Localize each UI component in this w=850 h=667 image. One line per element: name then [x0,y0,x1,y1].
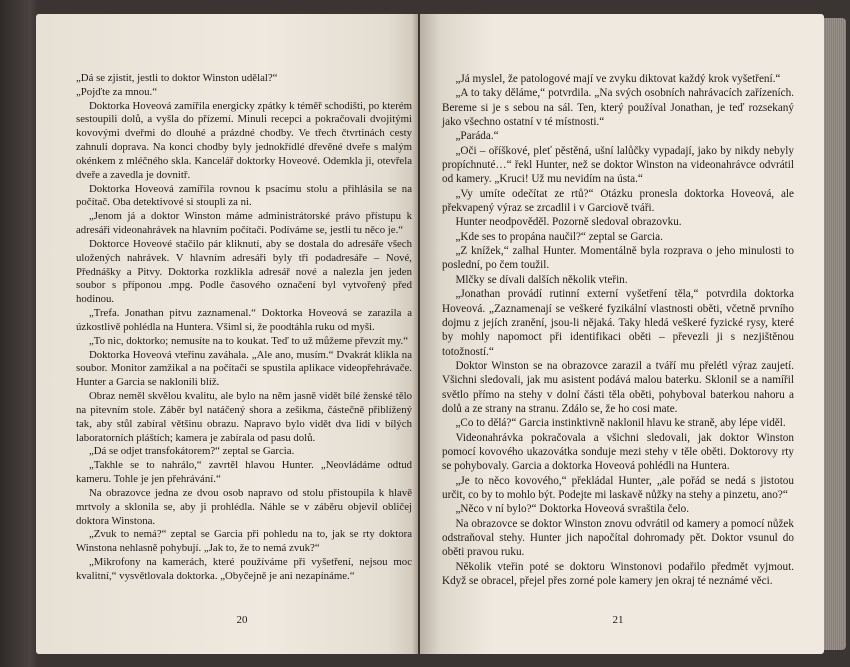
paragraph: „A to taky děláme,“ potvrdila. „Na svých osobních nahrávacích zařízeních. Bereme si je s sebou na sál. Ten, který používal Jonathan, je teď rozsekaný jako všechno ostatní v té místnosti.“ [442,87,794,129]
paragraph: Doktor Winston se na obrazovce zarazil a tváří mu přelétl výraz zaujetí. Všichni sledovali, jak mu asistent podává malou baterku. Sklonil se a namířil světlo přímo na stehy v dolní části těla oběti, pohyboval baterkou nahoru a dolů a ze strany na stranu. Zdálo se, že ho cosi mate. [442,359,794,415]
paragraph: Na obrazovce se doktor Winston znovu odvrátil od kamery a pomocí nůžek odstraňoval stehy. Hunter jich napočítal dohromady pět. Doktor vsunul do oběti pravou ruku. [442,517,794,559]
paragraph: „Já myslel, že patologové mají ve zvyku diktovat každý krok vyšetření.“ [455,73,781,85]
paragraph: Doktorka Hoveová vteřinu zaváhala. „Ale ano, musím.“ Dvakrát klikla na soubor. Monitor zamžikal a na počítači se spustila aplikace videopřehrávače. Hunter a Garcia se naklonili blíž. [76,348,412,389]
paragraph: „Trefa. Jonathan pitvu zaznamenal.“ Doktorka Hoveová se zarazila a úzkostlivě pohlédla na Huntera. Všiml si, že poodtáhla ruku od myši. [76,307,412,333]
right-page-text [442,72,794,588]
paragraph: „Vy umíte odečítat ze rtů?“ Otázku pronesla doktorka Hoveová, ale překvapený výraz se zrcadlil i v Garciově tváři. [442,187,794,215]
paragraph: „Pojďte za mnou.“ [76,85,158,98]
paragraph: Na obrazovce jedna ze dvou osob napravo od stolu přistoupila k hlavě mrtvoly a sklonila se, aby ji prohlédla. Náhle se v záběru objevil obličej doktora Winstona. [76,486,412,527]
paragraph: „Co to dělá?“ Garcia instinktivně naklonil hlavu ke straně, aby lépe viděl. [455,417,786,430]
paragraph: „Zvuk to nemá?“ zeptal se Garcia při pohledu na to, jak se rty doktora Winstona nehlasně pohybují. „Jak to, že to nemá zvuk?“ [76,528,412,555]
paragraph: Mlčky se dívali dalších několik vteřin. [455,273,628,286]
right-page-number: 21 [612,614,624,626]
paragraph: „Jonathan provádí rutinní externí vyšetření těla,“ potvrdila doktorka Hoveová. „Zaznamenají se veškeré fyzikální vlastnosti oběti, včetně prvního dojmu z jejích zranění, jsou-li nějaká. Taky hledá veškeré fyzické rysy, které by mohly napomoct při identifikaci oběti – převezli ji s nezjištěnou totožností.“ [442,288,794,358]
page-edges [824,18,846,650]
paragraph: Několik vteřin poté se doktoru Winstonovi podařilo předmět vyjmout. Když se obracel, přejel přes zorné pole kamery jen okraj té neznámé věci. [442,560,794,588]
paragraph: Doktorce Hoveové stačilo pár kliknutí, aby se dostala do adresáře všech uložených nahrávek. V hlavním adresáři byly tři podadresáře – Nové, Přednášky a Pitvy. Doktorka rozklikla adresář nové a nalezla jen jeden soubor s příponou .mpg. Podle časového označení byl vytvořený před hodinou. [76,237,412,306]
left-page-number: 20 [236,614,248,626]
paragraph: „Mikrofony na kamerách, které používáme při vyšetření, nejsou moc kvalitní,“ vysvětlovala doktorka. „Obyčejně je ani nezapínáme.“ [76,555,412,582]
paragraph: Videonahrávka pokračovala a všichni sledovali, jak doktor Winston pomocí kovového ukazovátka sonduje mezi stehy v těle oběti. Doktorovy rty se pohybovaly. Garcia a doktorka Hoveová pohlédli na Huntera. [442,431,794,473]
paragraph: „Paráda.“ [455,130,499,143]
paragraph: „Dá se odjet transfokátorem?“ zeptal se Garcia. [88,445,295,458]
left-page [36,14,418,654]
paragraph: „Dá se zjistit, jestli to doktor Winston udělal?“ [76,72,278,84]
paragraph: Hunter neodpověděl. Pozorně sledoval obrazovku. [455,216,682,229]
paragraph: „Takhle se to nahrálo,“ zavrtěl hlavou Hunter. „Neovládáme odtud kameru. Tohle je jen přehrávání.“ [76,459,412,486]
left-page-text [76,72,412,584]
paragraph: „Z knížek,“ zalhal Hunter. Momentálně byla rozprava o jeho minulosti to poslední, po čem toužil. [442,245,794,272]
paragraph: „Jenom já a doktor Winston máme administrátorské právo přístupu k adresáři videonahrávek na hlavním počítači. Podíváme se, jestli tu něco je.“ [76,210,412,237]
paragraph: Doktorka Hoveová zamířila rovnou k psacímu stolu a přihlásila se na počítač. Oba detektivové si stoupli za ni. [76,182,412,209]
right-page [420,14,824,654]
paragraph: „Oči – oříškové, pleť pěstěná, ušní lalůčky vypadají, jako by nikdy nebyly propíchnuté…“ řekl Hunter, než se doktor Winston na videonahrávce odvrátil od kamery. „Kruci! Už mu nevidím na ústa.“ [442,144,794,186]
paragraph: „To nic, doktorko; nemusíte na to koukat. Teď to už můžeme převzít my.“ [88,334,409,347]
paragraph: Obraz neměl skvělou kvalitu, ale bylo na něm jasně vidět bílé ženské tělo na pitevním stole. Záběr byl natáčený shora a zešikma, částečně přiblížený tak, aby stůl zabíral většinu obrazu. Napravo bylo vidět dva lidi v bílých laboratorních pláštích; kamera je zabírala od pasu dolů. [76,390,412,444]
paragraph: „Něco v ní bylo?“ Doktorka Hoveová svraštila čelo. [455,503,690,516]
paragraph: Doktorka Hoveová zamířila energicky zpátky k téměř schodišti, po kterém sestoupili dolů, a vyšla do přízemí. Minuli recepci a pokračovali dvojitými kovovými dveřmi do dlouhé a prázdné chodby. Ve třech čtvrtinách cesty zahnuli doprava. Na konci chodby byly jednokřídlé dřevěné dveře s malým okénkem z mléčného skla. Kancelář doktorky Hoveové. Odemkla ji, otevřela dveře a zavedla je dovnitř. [76,99,412,181]
paragraph: „Je to něco kovového,“ překládal Hunter, „ale pořád se nedá s jistotou určit, co by to mohlo být. Podejte mi laskavě nůžky na stehy a pinzetu, ano?“ [442,474,794,501]
paragraph: „Kde ses to propána naučil?“ zeptal se Garcia. [455,230,663,243]
